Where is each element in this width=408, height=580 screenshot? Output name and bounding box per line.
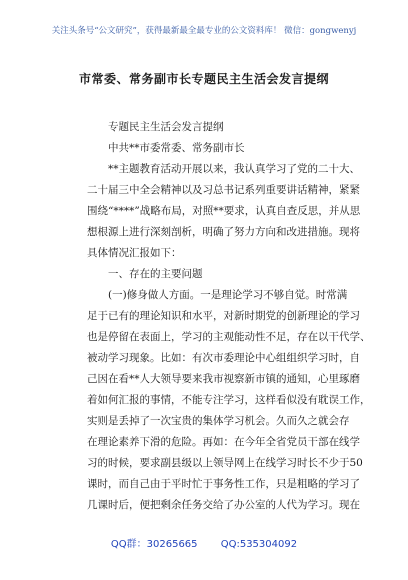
item-line: 在理论素养下滑的危险。再如：在今年全省党员干部在线学 [87,436,360,448]
item-line: 几课时后，便把剩余任务交给了办公室的人代为学习。现在 [87,499,360,511]
paragraph-line: 具体情况汇报如下： [87,247,182,259]
footer-contact [0,535,408,550]
item-line: 课时，而自己由于平时忙于事务性工作，只是粗略的学习了 [87,478,360,490]
item-line: 己因在看**人大领导要来我市视察新市镇的通知，心里琢磨 [87,373,360,385]
document-body [87,117,371,516]
paragraph-line: 二十届三中全会精神以及习总书记系列重要讲话精神，紧紧 [87,184,360,196]
section-heading: 一、存在的主要问题 [108,268,203,280]
meta-line-subtitle: 专题民主生活会发言提纲 [108,121,224,133]
item-line: 足于已有的理论知识和水平，对新时期党的创新理论的学习 [87,310,360,322]
item-line: 习的时候，要求副县级以上领导网上在线学习时长不少于50 [87,457,363,469]
document-title: 市常委、常务副市长专题民主生活会发言提纲 [78,72,329,86]
meta-line-author: 中共**市委常委、常务副市长 [108,142,245,154]
item-line: 着如何汇报的事情，不能专注学习，这样看似没有耽误工作， [87,394,371,406]
header-banner: 关注头条号“公文研究”，获得最新最全最专业的公文资料库！ 微信：gongwenyj [51,26,357,36]
footer-qq-group: QQ群：30265665 [110,539,198,550]
paragraph-line: 想根源上进行深刻剖析，明确了努力方向和改进措施。现将 [87,226,360,238]
item-line: (一)修身做人方面。一是理论学习不够自觉。时常满 [108,289,348,301]
item-line: 被动学习现象。比如：有次市委理论中心组组织学习时，自 [87,352,360,364]
item-line: 实则是丢掉了一次宝贵的集体学习机会。久而久之就会存 [87,415,350,427]
paragraph-line: **主题教育活动开展以来，我认真学习了党的二十大、 [108,163,360,175]
footer-qq-number: QQ:535304092 [220,539,298,550]
paragraph-line: 围绕“****”战略布局，对照**要求，认真自查反思，并从思 [87,205,361,217]
item-line: 也是停留在表面上，学习的主观能动性不足，存在以干代学、 [87,331,371,343]
